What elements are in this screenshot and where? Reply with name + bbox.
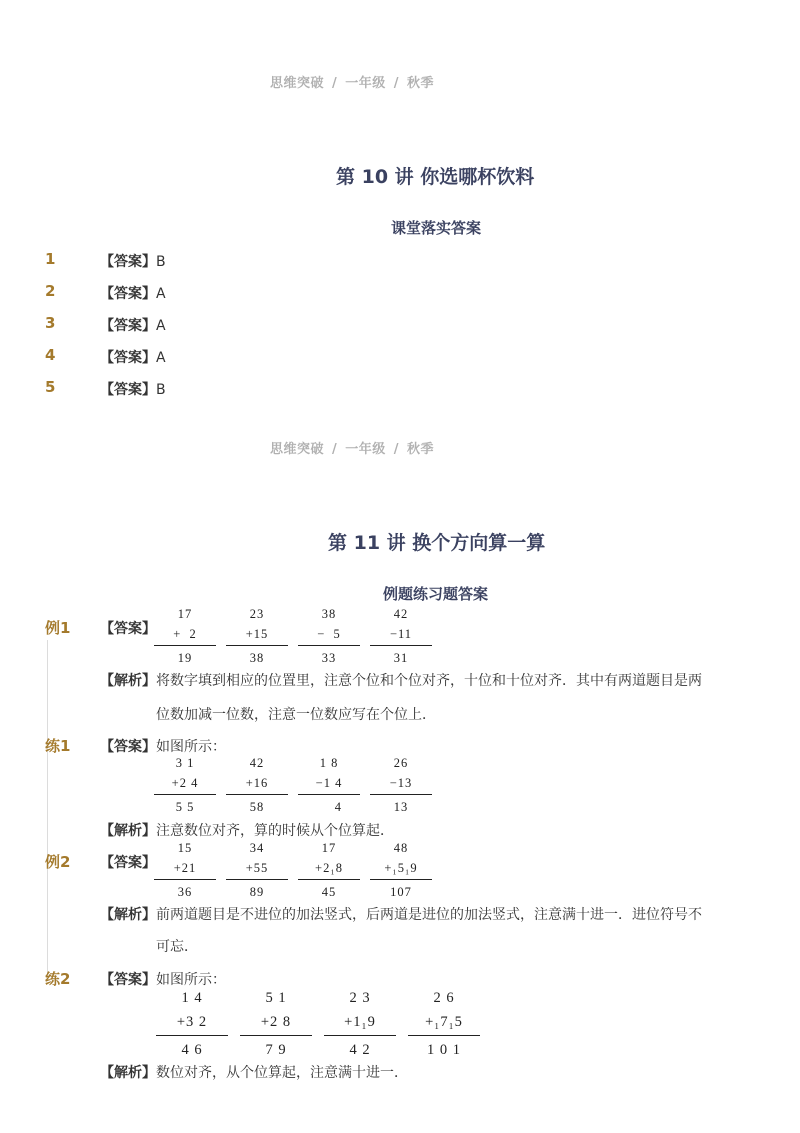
answer-number: 4 [45, 346, 56, 364]
answer-tag: 【答案】 [100, 350, 156, 366]
exercise-label: 练2 [45, 970, 71, 988]
answer-row [100, 347, 166, 367]
answer-number: 1 [45, 250, 56, 268]
calc-operand: − 5 [317, 627, 341, 641]
answer-row [100, 379, 166, 399]
calc-top: 1 4 [181, 990, 203, 1006]
calc-top: 38 [321, 607, 337, 621]
header-part: 一年级 [345, 442, 386, 457]
calc-operand: −1 4 [315, 776, 343, 790]
answer-number: 3 [45, 314, 56, 332]
header-part: 秋季 [407, 442, 435, 457]
calc-rule [154, 879, 216, 880]
vertical-calculation [408, 986, 480, 1062]
answer-value: B [156, 254, 166, 270]
calc-result: 38 [249, 651, 265, 665]
calc-operand: +3 2 [176, 1014, 208, 1030]
analysis-text: 位数加减一位数，注意一位数应写在个位上． [156, 707, 436, 723]
analysis-tag: 【解析】 [100, 1065, 156, 1081]
calc-operand: +2₁8 [315, 861, 343, 875]
vertical-calculation [226, 753, 288, 817]
vertical-calculation [298, 604, 360, 668]
calc-operand: +₁7₁5 [425, 1014, 463, 1030]
calc-result: 7 9 [265, 1042, 287, 1058]
calc-result: 13 [393, 800, 409, 814]
page-header [270, 438, 434, 457]
calc-rule [298, 879, 360, 880]
calc-rule [298, 794, 360, 795]
vertical-calculation [154, 753, 216, 817]
header-part: 秋季 [407, 76, 435, 91]
calc-operand: +16 [245, 776, 269, 790]
exercise-label: 例1 [45, 619, 71, 637]
vertical-calculation [298, 753, 360, 817]
calc-rule [226, 794, 288, 795]
answer-tag: 【答案】 [100, 382, 156, 398]
calc-rule [370, 794, 432, 795]
analysis-text: 前两道题目是不进位的加法竖式，后两道是进位的加法竖式，注意满十进一．进位符号不 [156, 907, 702, 923]
header-separator: / [393, 76, 400, 91]
analysis-text: 可忘． [156, 939, 198, 955]
answer-value: A [156, 318, 166, 334]
lecture-11-subtitle: 例题练习题答案 [383, 585, 489, 603]
answer-tag: 【答案】 [100, 286, 156, 302]
calc-top: 26 [393, 756, 409, 770]
vertical-calculation [370, 604, 432, 668]
vertical-calculation [226, 838, 288, 902]
calc-result: 19 [177, 651, 193, 665]
lecture-10-subtitle: 课堂落实答案 [391, 219, 482, 237]
calc-result: 58 [249, 800, 265, 814]
answer-number: 5 [45, 378, 56, 396]
header-part: 思维突破 [270, 76, 325, 91]
analysis-tag: 【解析】 [100, 673, 156, 689]
calc-result: 45 [321, 885, 337, 899]
calc-top: 34 [249, 841, 265, 855]
calc-result: 33 [321, 651, 337, 665]
calc-result: 4 [334, 800, 342, 814]
vertical-calculation [154, 604, 216, 668]
header-part: 思维突破 [270, 442, 325, 457]
calc-top: 15 [177, 841, 193, 855]
calc-result: 4 2 [349, 1042, 371, 1058]
calc-result: 107 [390, 885, 412, 899]
calc-top: 17 [177, 607, 193, 621]
analysis-text: 将数字填到相应的位置里，注意个位和个位对齐，十位和十位对齐．其中有两道题目是两 [156, 673, 702, 689]
answer-tag: 【答案】 [100, 318, 156, 334]
calc-top: 5 1 [265, 990, 287, 1006]
calc-rule [298, 645, 360, 646]
answer-value: B [156, 382, 166, 398]
calc-operand: +₁5₁9 [384, 861, 418, 875]
calc-rule [324, 1035, 396, 1036]
header-part: 一年级 [345, 76, 386, 91]
calc-rule [408, 1035, 480, 1036]
analysis-text: 数位对齐，从个位算起，注意满十进一． [156, 1065, 408, 1081]
calc-operand: −11 [389, 627, 413, 641]
page-header [270, 72, 434, 91]
answer-tag: 【答案】 [100, 739, 156, 755]
vertical-calculation [370, 753, 432, 817]
calc-rule [154, 794, 216, 795]
calc-operand: +55 [245, 861, 269, 875]
margin-rule [47, 640, 48, 976]
lecture-10-title: 第 10 讲 你选哪杯饮料 [336, 166, 535, 188]
vertical-calculation [240, 986, 312, 1062]
vertical-calculation [156, 986, 228, 1062]
calc-top: 2 6 [433, 990, 455, 1006]
answer-tag: 【答案】 [100, 972, 156, 988]
vertical-calculation [370, 838, 432, 902]
calc-rule [370, 645, 432, 646]
calc-operand: +1₁9 [344, 1014, 376, 1030]
calc-result: 89 [249, 885, 265, 899]
calc-operand: +21 [173, 861, 197, 875]
calc-top: 3 1 [175, 756, 195, 770]
analysis-text: 注意数位对齐，算的时候从个位算起． [156, 823, 394, 839]
header-separator: / [393, 442, 400, 457]
calc-result: 4 6 [181, 1042, 203, 1058]
analysis-tag: 【解析】 [100, 823, 156, 839]
calc-operand: +2 8 [260, 1014, 292, 1030]
answer-tag: 【答案】 [100, 621, 156, 637]
answer-text: 如图所示： [156, 972, 226, 988]
calc-result: 36 [177, 885, 193, 899]
vertical-calculation [324, 986, 396, 1062]
calc-result: 5 5 [175, 800, 195, 814]
calc-rule [156, 1035, 228, 1036]
answer-text: 如图所示： [156, 739, 226, 755]
calc-top: 48 [393, 841, 409, 855]
calc-rule [240, 1035, 312, 1036]
lecture-11-title: 第 11 讲 换个方向算一算 [328, 532, 546, 554]
calc-rule [226, 645, 288, 646]
calc-top: 1 8 [319, 756, 339, 770]
header-separator: / [332, 76, 338, 91]
calc-top: 2 3 [349, 990, 371, 1006]
answer-row [100, 283, 166, 303]
calc-rule [154, 645, 216, 646]
vertical-calculation [226, 604, 288, 668]
analysis-tag: 【解析】 [100, 907, 156, 923]
answer-tag: 【答案】 [100, 254, 156, 270]
header-separator: / [332, 442, 338, 457]
vertical-calculation [154, 838, 216, 902]
answer-tag: 【答案】 [100, 855, 156, 871]
vertical-calculation [298, 838, 360, 902]
calc-operand: +2 4 [171, 776, 199, 790]
exercise-label: 练1 [45, 737, 71, 755]
calc-top: 17 [321, 841, 337, 855]
calc-top: 42 [249, 756, 265, 770]
calc-top: 42 [393, 607, 409, 621]
answer-value: A [156, 286, 166, 302]
answer-row [100, 315, 166, 335]
calc-operand: +15 [245, 627, 269, 641]
answer-row [100, 251, 166, 271]
answer-number: 2 [45, 282, 56, 300]
answer-value: A [156, 350, 166, 366]
calc-result: 31 [393, 651, 409, 665]
calc-top: 23 [249, 607, 265, 621]
calc-operand: −13 [389, 776, 413, 790]
calc-operand: + 2 [173, 627, 197, 641]
calc-result: 1 0 1 [427, 1042, 461, 1058]
exercise-label: 例2 [45, 853, 71, 871]
calc-rule [226, 879, 288, 880]
calc-rule [370, 879, 432, 880]
